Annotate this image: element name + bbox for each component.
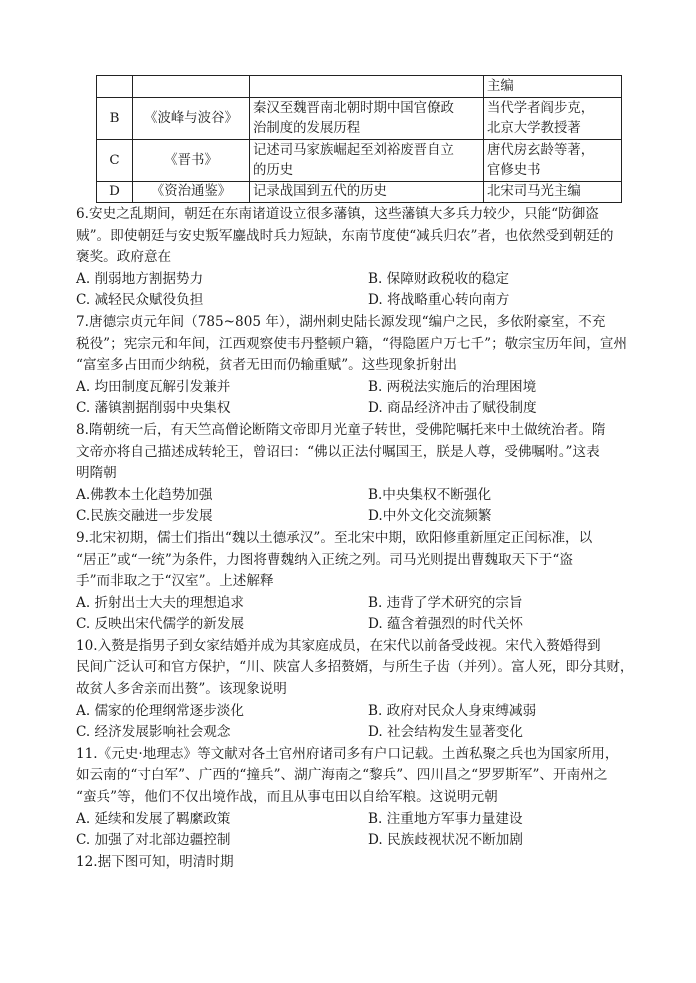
question-stem-line: 文帝亦将自己描述成转轮王，曾诏曰：“佛以正法付嘱国王，朕是人尊，受佛嘱咐。”这表: [76, 443, 600, 460]
question-stem-line: 11.《元史·地理志》等文献对各土官州府诸司多有户口记载。土酋私聚之兵也为国家所用，: [76, 745, 619, 762]
option-row: [76, 830, 636, 852]
question-stem-line: 褒奖。政府意在: [76, 249, 172, 266]
answer-option: B.中央集权不断强化: [368, 486, 492, 503]
question-stem-line: 税役”；宪宗元和年间，江西观察使韦丹整顿户籍，“得隐匿户万七千”；敬宗宝历年间，宣州: [76, 335, 628, 352]
content-cell: [250, 98, 484, 140]
option-row: [76, 809, 636, 831]
question-stem-line: 民间广泛认可和官方保护，“川、陕富人多招赘婿，与所生子齿（并列）。富人死，即分其财，: [76, 659, 634, 676]
answer-option: C. 藩镇割据削弱中央集权: [76, 400, 231, 417]
answer-option: C. 减轻民众赋役负担: [76, 292, 204, 309]
book-title-cell: 《波峰与波谷》: [133, 98, 250, 140]
answer-option: B. 政府对民众人身束缚减弱: [368, 702, 537, 719]
book-title-cell: 《资治通鉴》: [133, 182, 250, 203]
option-letter-cell: D: [97, 182, 133, 203]
option-row: [76, 398, 636, 420]
content-cell: [250, 76, 484, 98]
answer-option: C.民族交融进一步发展: [76, 508, 213, 525]
content-line: 秦汉至魏晋南北朝时期中国官僚政: [253, 100, 454, 116]
question-block: [76, 528, 636, 636]
answer-option: C. 经济发展影响社会观念: [76, 724, 231, 741]
answer-option: D. 民族歧视状况不断加剧: [368, 832, 523, 849]
question-stem-line: 9.北宋初期，儒士们指出“魏以土德承汉”。至北宋中期，欧阳修重新厘定正闰标准，以: [76, 529, 593, 546]
option-row: [76, 269, 636, 291]
option-row: [76, 701, 636, 723]
question-stem-line: 贼”。即使朝廷与安史叛军鏖战时兵力短缺，东南节度使“减兵归农”者，也依然受到朝廷的: [76, 227, 614, 244]
answer-option: B. 违背了学术研究的宗旨: [368, 594, 523, 611]
answer-option: A. 延续和发展了羁縻政策: [76, 810, 231, 827]
option-row: [76, 377, 636, 399]
table-row: [97, 182, 622, 203]
question-block: [76, 636, 636, 744]
option-row: [76, 506, 636, 528]
book-title-cell: [133, 76, 250, 98]
answer-option: B. 保障财政税收的稳定: [368, 270, 509, 287]
option-letter-cell: [97, 76, 133, 98]
content-line: 治制度的发展历程: [253, 120, 361, 136]
answer-option: A. 折射出士大夫的理想追求: [76, 594, 244, 611]
option-row: [76, 290, 636, 312]
author-cell: [484, 140, 622, 182]
question-stem-line: 12.据下图可知，明清时期: [76, 853, 234, 870]
book-title-cell: 《晋书》: [133, 140, 250, 182]
content-cell: 记录战国到五代的历史: [250, 182, 484, 203]
content-line: 记述司马家族崛起至刘裕废晋自立: [253, 142, 454, 158]
option-letter-cell: B: [97, 98, 133, 140]
answer-option: D. 商品经济冲击了赋役制度: [368, 400, 537, 417]
question-block: [76, 312, 636, 420]
answer-option: A. 削弱地方割据势力: [76, 270, 204, 287]
question-block: [76, 420, 636, 528]
option-row: [76, 722, 636, 744]
answer-option: B. 注重地方军事力量建设: [368, 810, 523, 827]
option-row: [76, 485, 636, 507]
question-stem-line: 明隋朝: [76, 465, 117, 482]
question-stem-line: “富室多占田而少纳税，贫者无田而仍输重赋”。这些现象折射出: [76, 357, 457, 374]
table-row: [97, 98, 622, 140]
author-cell: 主编: [484, 76, 622, 98]
question-stem-line: 手”而非取之于“汉室”。上述解释: [76, 573, 274, 590]
question-stem-line: 7.唐德宗贞元年间（785~805 年），湖州刺史陆长源发现“编户之民，多依附豪室，不充: [76, 313, 606, 330]
answer-option: B. 两税法实施后的治理困境: [368, 378, 537, 395]
question-stem-line: “居正”或“一统”为条件，力图将曹魏纳入正统之列。司马光则提出曹魏取天下于“盗: [76, 551, 573, 568]
question-stem-line: “蛮兵”等，他们不仅出境作战，而且从事屯田以自给军粮。这说明元朝: [76, 789, 498, 806]
answer-option: C. 反映出宋代儒学的新发展: [76, 616, 245, 633]
answer-option: D.中外文化交流频繁: [368, 508, 492, 525]
option-row: [76, 614, 636, 636]
question-block: [76, 852, 636, 874]
question-stem-line: 6.安史之乱期间，朝廷在东南诸道设立很多藩镇，这些藩镇大多兵力较少，只能“防御盗: [76, 206, 599, 222]
answer-option: D. 社会结构发生显著变化: [368, 724, 523, 741]
option-letter-cell: C: [97, 140, 133, 182]
content-cell: [250, 140, 484, 182]
content-line: 的历史: [253, 162, 294, 178]
option-row: [76, 593, 636, 615]
author-line: 官修史书: [487, 162, 541, 178]
table-row: [97, 76, 622, 98]
question-list: [76, 204, 636, 873]
answer-option: A.佛教本土化趋势加强: [76, 486, 213, 503]
question-block: [76, 744, 636, 852]
answer-option: D. 蕴含着强烈的时代关怀: [368, 616, 523, 633]
author-line: 当代学者阎步克，: [487, 100, 595, 116]
source-table: [96, 75, 622, 203]
question-block: [76, 204, 636, 312]
question-stem-line: 10.入赘是指男子到女家结婚并成为其家庭成员，在宋代以前备受歧视。宋代入赘婚得到: [76, 637, 601, 654]
question-stem-line: 如云南的“寸白军”、广西的“撞兵”、湖广海南之“黎兵”、四川昌之“罗罗斯军”、开南州之: [76, 767, 608, 784]
question-stem-line: 8.隋朝统一后，有天竺高僧论断隋文帝即月光童子转世，受佛陀嘱托来中土做统治者。隋: [76, 421, 606, 438]
answer-option: A. 儒家的伦理纲常逐步淡化: [76, 702, 244, 719]
answer-option: C. 加强了对北部边疆控制: [76, 832, 231, 849]
table-row: [97, 140, 622, 182]
author-cell: 北宋司马光主编: [484, 182, 622, 203]
answer-option: A. 均田制度瓦解引发兼并: [76, 378, 231, 395]
author-line: 唐代房玄龄等著，: [487, 142, 595, 158]
answer-option: D. 将战略重心转向南方: [368, 292, 510, 309]
author-line: 北京大学教授著: [487, 120, 581, 136]
author-cell: [484, 98, 622, 140]
question-stem-line: 故贫人多舍亲而出赘”。该现象说明: [76, 681, 287, 698]
